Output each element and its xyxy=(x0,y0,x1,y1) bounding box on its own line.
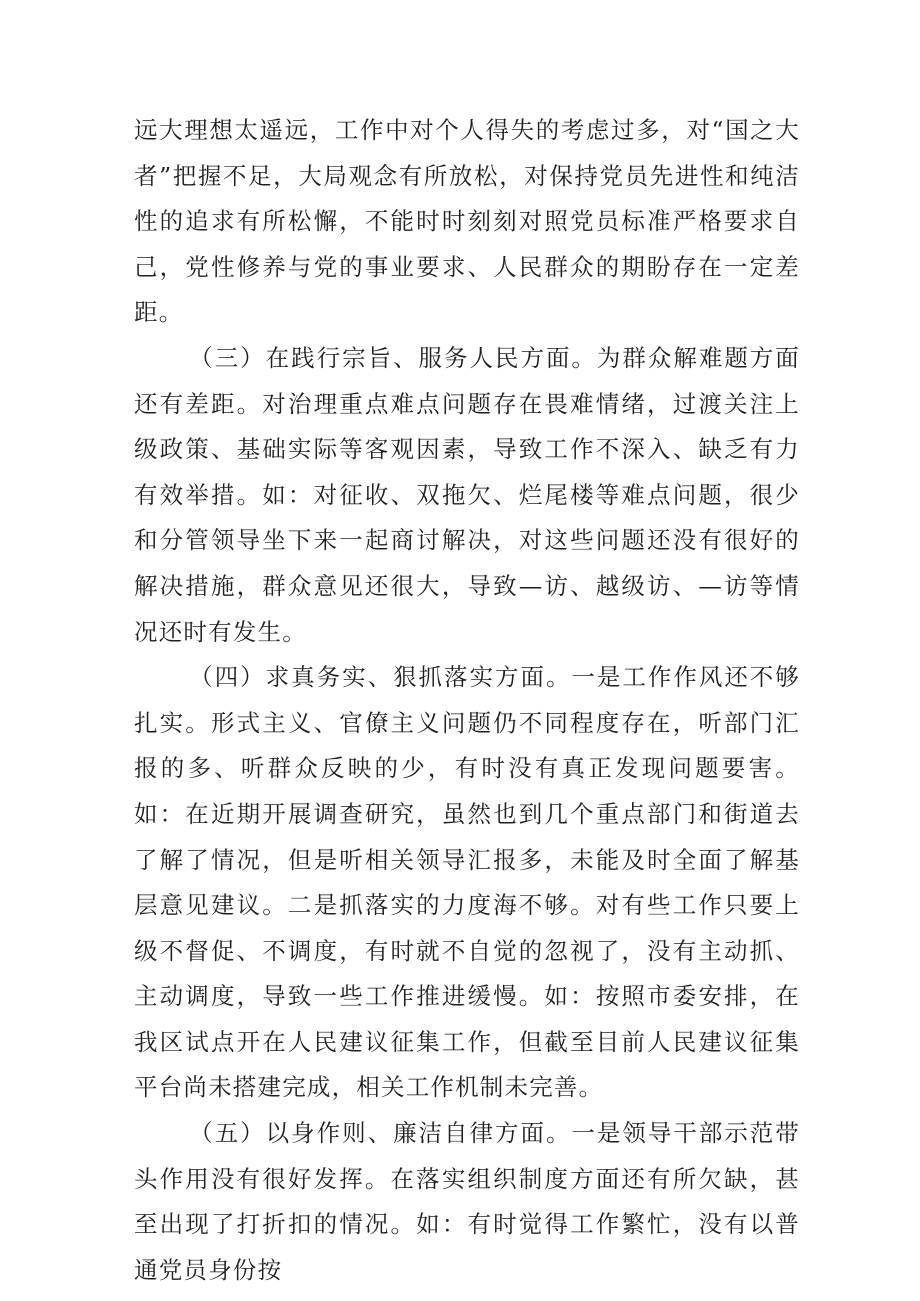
paragraph-4: （五）以身作则、廉洁自律方面。一是领导干部示范带头作用没有很好发挥。在落实组织制度方面还有所欠缺，甚至出现了打折扣的情况。如：有时觉得工作繁忙，没有以普通党员身份按 xyxy=(134,1119,800,1284)
paragraph-2: （三）在践行宗旨、服务人民方面。为群众解难题方面还有差距。对治理重点难点问题存在畏难情绪，过渡关注上级政策、基础实际等客观因素，导致工作不深入、缺乏有力有效举措。如：对征收、双拖欠、烂尾楼等难点问题，很少和分管领导坐下来一起商讨解决，对这些问题还没有很好的解决措施，群众意见还很大，导致—访、越级访、—访等情况还时有发生。 xyxy=(134,343,800,646)
document-body xyxy=(134,108,800,1293)
paragraph-1: 远大理想太遥远，工作中对个人得失的考虑过多，对“国之大者”把握不足，大局观念有所放松，对保持党员先进性和纯洁性的追求有所松懈，不能时时刻刻对照党员标准严格要求自己，党性修养与党的事业要求、人民群众的期盼存在一定差距。 xyxy=(134,116,800,327)
paragraph-3: （四）求真务实、狠抓落实方面。一是工作作风还不够扎实。形式主义、官僚主义问题仍不同程度存在，听部门汇报的多、听群众反映的少，有时没有真正发现问题要害。如：在近期开展调查研究，虽然也到几个重点部门和街道去了解了情况，但是听相关领导汇报多，未能及时全面了解基层意见建议。二是抓落实的力度海不够。对有些工作只要上级不督促、不调度，有时就不自觉的忽视了，没有主动抓、主动调度，导致一些工作推进缓慢。如：按照市委安排，在我区试点开在人民建议征集工作，但截至目前人民建议征集平台尚未搭建完成，相关工作机制未完善。 xyxy=(134,663,800,1102)
